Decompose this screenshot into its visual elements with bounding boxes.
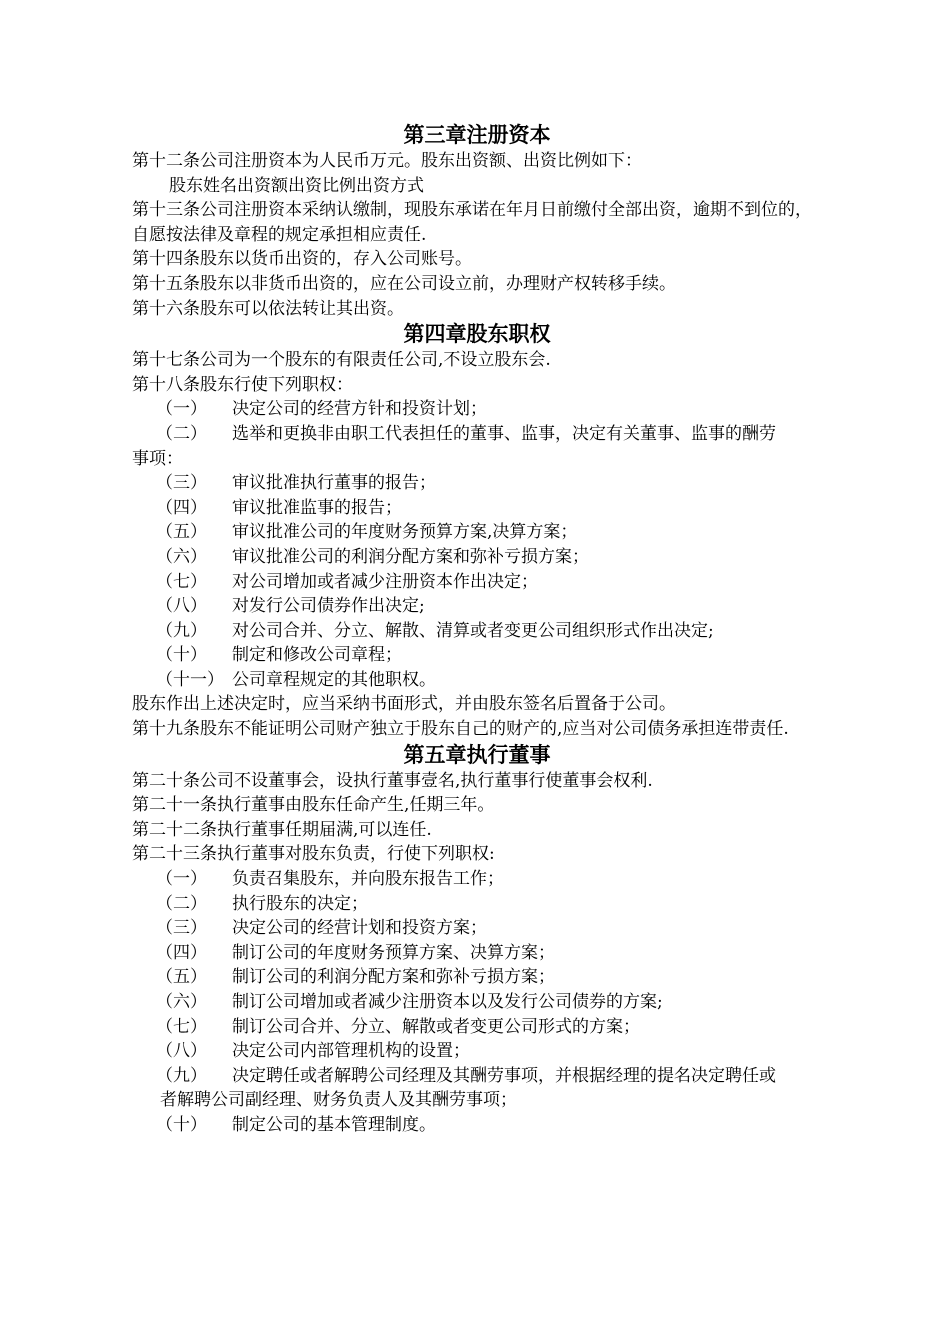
article-17: 第十七条公司为一个股东的有限责任公司,不设立股东会.	[132, 350, 551, 371]
article-13: 第十三条公司注册资本采纳认缴制，现股东承诺在年月日前缴付全部出资，逾期不到位的，自愿按法律及章程的规定承担相应责任.	[132, 200, 812, 245]
article-19: 第十九条股东不能证明公司财产独立于股东自己的财产的,应当对公司债务承担连带责任.	[132, 719, 789, 740]
list-item-number: （九）	[156, 620, 207, 641]
decision-note: 股东作出上述决定时，应当采纳书面形式，并由股东签名后置备于公司。	[132, 694, 676, 715]
list-item-number: （八）	[156, 1041, 207, 1062]
list-item-text: 决定公司内部管理机构的设置；	[232, 1041, 470, 1062]
list-item	[132, 1113, 822, 1138]
list-item-text: 审议批准监事的报告；	[232, 497, 402, 518]
article-22: 第二十二条执行董事任期届满,可以连任.	[132, 819, 432, 840]
list-item-number: （七）	[156, 571, 207, 592]
list-item	[132, 594, 822, 619]
list-item-text: 审议批准公司的利润分配方案和弥补亏损方案；	[232, 546, 589, 567]
list-item	[132, 545, 822, 570]
list-item-number: （十一）	[156, 669, 224, 690]
list-item-number: （三）	[156, 918, 207, 939]
list-item-number: （六）	[156, 546, 207, 567]
article-20: 第二十条公司不设董事会，设执行董事壹名,执行董事行使董事会权利.	[132, 770, 653, 791]
list-item-text: 执行股东的决定；	[232, 893, 368, 914]
list-item-text: 决定聘任或者解聘公司经理及其酬劳事项，并根据经理的提名决定聘任或	[232, 1065, 776, 1086]
chapter-3-title: 第三章注册资本	[403, 123, 551, 147]
article-12: 第十二条公司注册资本为人民币万元。股东出资额、出资比例如下：	[132, 151, 642, 171]
list-item-number: （五）	[156, 967, 207, 988]
list-item-text: 制定公司的基本管理制度。	[232, 1114, 436, 1135]
list-item	[132, 471, 822, 496]
list-item-text: 制订公司增加或者减少注册资本以及发行公司债券的方案;	[232, 992, 663, 1012]
article-18: 第十八条股东行使下列职权：	[132, 374, 353, 395]
list-item-number: （十）	[156, 1114, 207, 1135]
list-item-text: 制定和修改公司章程；	[232, 645, 402, 666]
document-body	[132, 122, 822, 1138]
list-item-number: （五）	[156, 522, 207, 543]
list-item	[132, 916, 822, 941]
list-item-text: 对发行公司债券作出决定;	[232, 596, 425, 617]
chapter-4-title: 第四章股东职权	[403, 322, 551, 347]
article-14: 第十四条股东以货币出资的，存入公司账号。	[132, 249, 472, 270]
list-item-text: 选举和更换非由职工代表担任的董事、监事，决定有关董事、监事的酬劳	[232, 423, 776, 444]
list-item-number: （一）	[156, 869, 207, 890]
shareholder-table-header: 股东姓名出资额出资比例出资方式	[169, 175, 424, 196]
list-item	[132, 397, 822, 422]
list-item	[132, 892, 822, 917]
list-item	[132, 1064, 822, 1089]
list-item-text: 决定公司的经营计划和投资方案；	[232, 918, 487, 939]
list-item-text: 制订公司的年度财务预算方案、决算方案；	[232, 942, 555, 963]
list-item-number: （二）	[156, 893, 207, 914]
list-item-number: （三）	[156, 473, 207, 494]
list-item	[132, 1039, 822, 1064]
list-item	[132, 422, 822, 447]
article-23: 第二十三条执行董事对股东负责，行使下列职权:	[132, 844, 495, 865]
list-item	[132, 496, 822, 521]
list-item-text: 审议批准公司的年度财务预算方案,决算方案；	[232, 522, 578, 543]
list-item-number: （六）	[156, 992, 207, 1012]
list-item	[132, 965, 822, 990]
article-16: 第十六条股东可以依法转让其出资。	[132, 298, 404, 319]
list-item	[132, 619, 822, 644]
list-item-number: （四）	[156, 942, 207, 963]
list-item-number: （八）	[156, 596, 207, 617]
list-item-text: 负责召集股东，并向股东报告工作；	[232, 869, 504, 890]
list-item	[132, 668, 822, 693]
list-item-number: （一）	[156, 399, 207, 420]
list-item	[132, 867, 822, 892]
list-item-number: （四）	[156, 497, 207, 518]
list-item-text: 对公司合并、分立、解散、清算或者变更公司组织形式作出决定;	[232, 620, 714, 641]
article-21: 第二十一条执行董事由股东任命产生,任期三年。	[132, 795, 495, 816]
list-item-number: （九）	[156, 1065, 207, 1086]
list-item	[132, 941, 822, 966]
list-item	[132, 990, 822, 1015]
list-item	[132, 1015, 822, 1040]
list-item	[132, 570, 822, 595]
article-15: 第十五条股东以非货币出资的，应在公司设立前，办理财产权转移手续。	[132, 273, 676, 294]
list-item	[132, 643, 822, 668]
list-item-text: 公司章程规定的其他职权。	[232, 669, 436, 690]
list-item-text: 决定公司的经营方针和投资计划；	[232, 399, 487, 420]
list-item-text: 制订公司的利润分配方案和弥补亏损方案；	[232, 967, 555, 988]
list-continuation: 者解聘公司副经理、财务负责人及其酬劳事项；	[160, 1090, 517, 1111]
list-item-number: （二）	[156, 423, 207, 444]
list-item-text: 对公司增加或者减少注册资本作出决定；	[232, 571, 538, 592]
list-item-text: 审议批准执行董事的报告；	[232, 473, 436, 494]
list-item-number: （七）	[156, 1016, 207, 1037]
list-continuation: 事项：	[132, 448, 183, 469]
list-item-number: （十）	[156, 645, 207, 666]
chapter-5-title: 第五章执行董事	[403, 742, 551, 767]
list-item-text: 制订公司合并、分立、解散或者变更公司形式的方案；	[232, 1016, 640, 1037]
list-item	[132, 520, 822, 545]
